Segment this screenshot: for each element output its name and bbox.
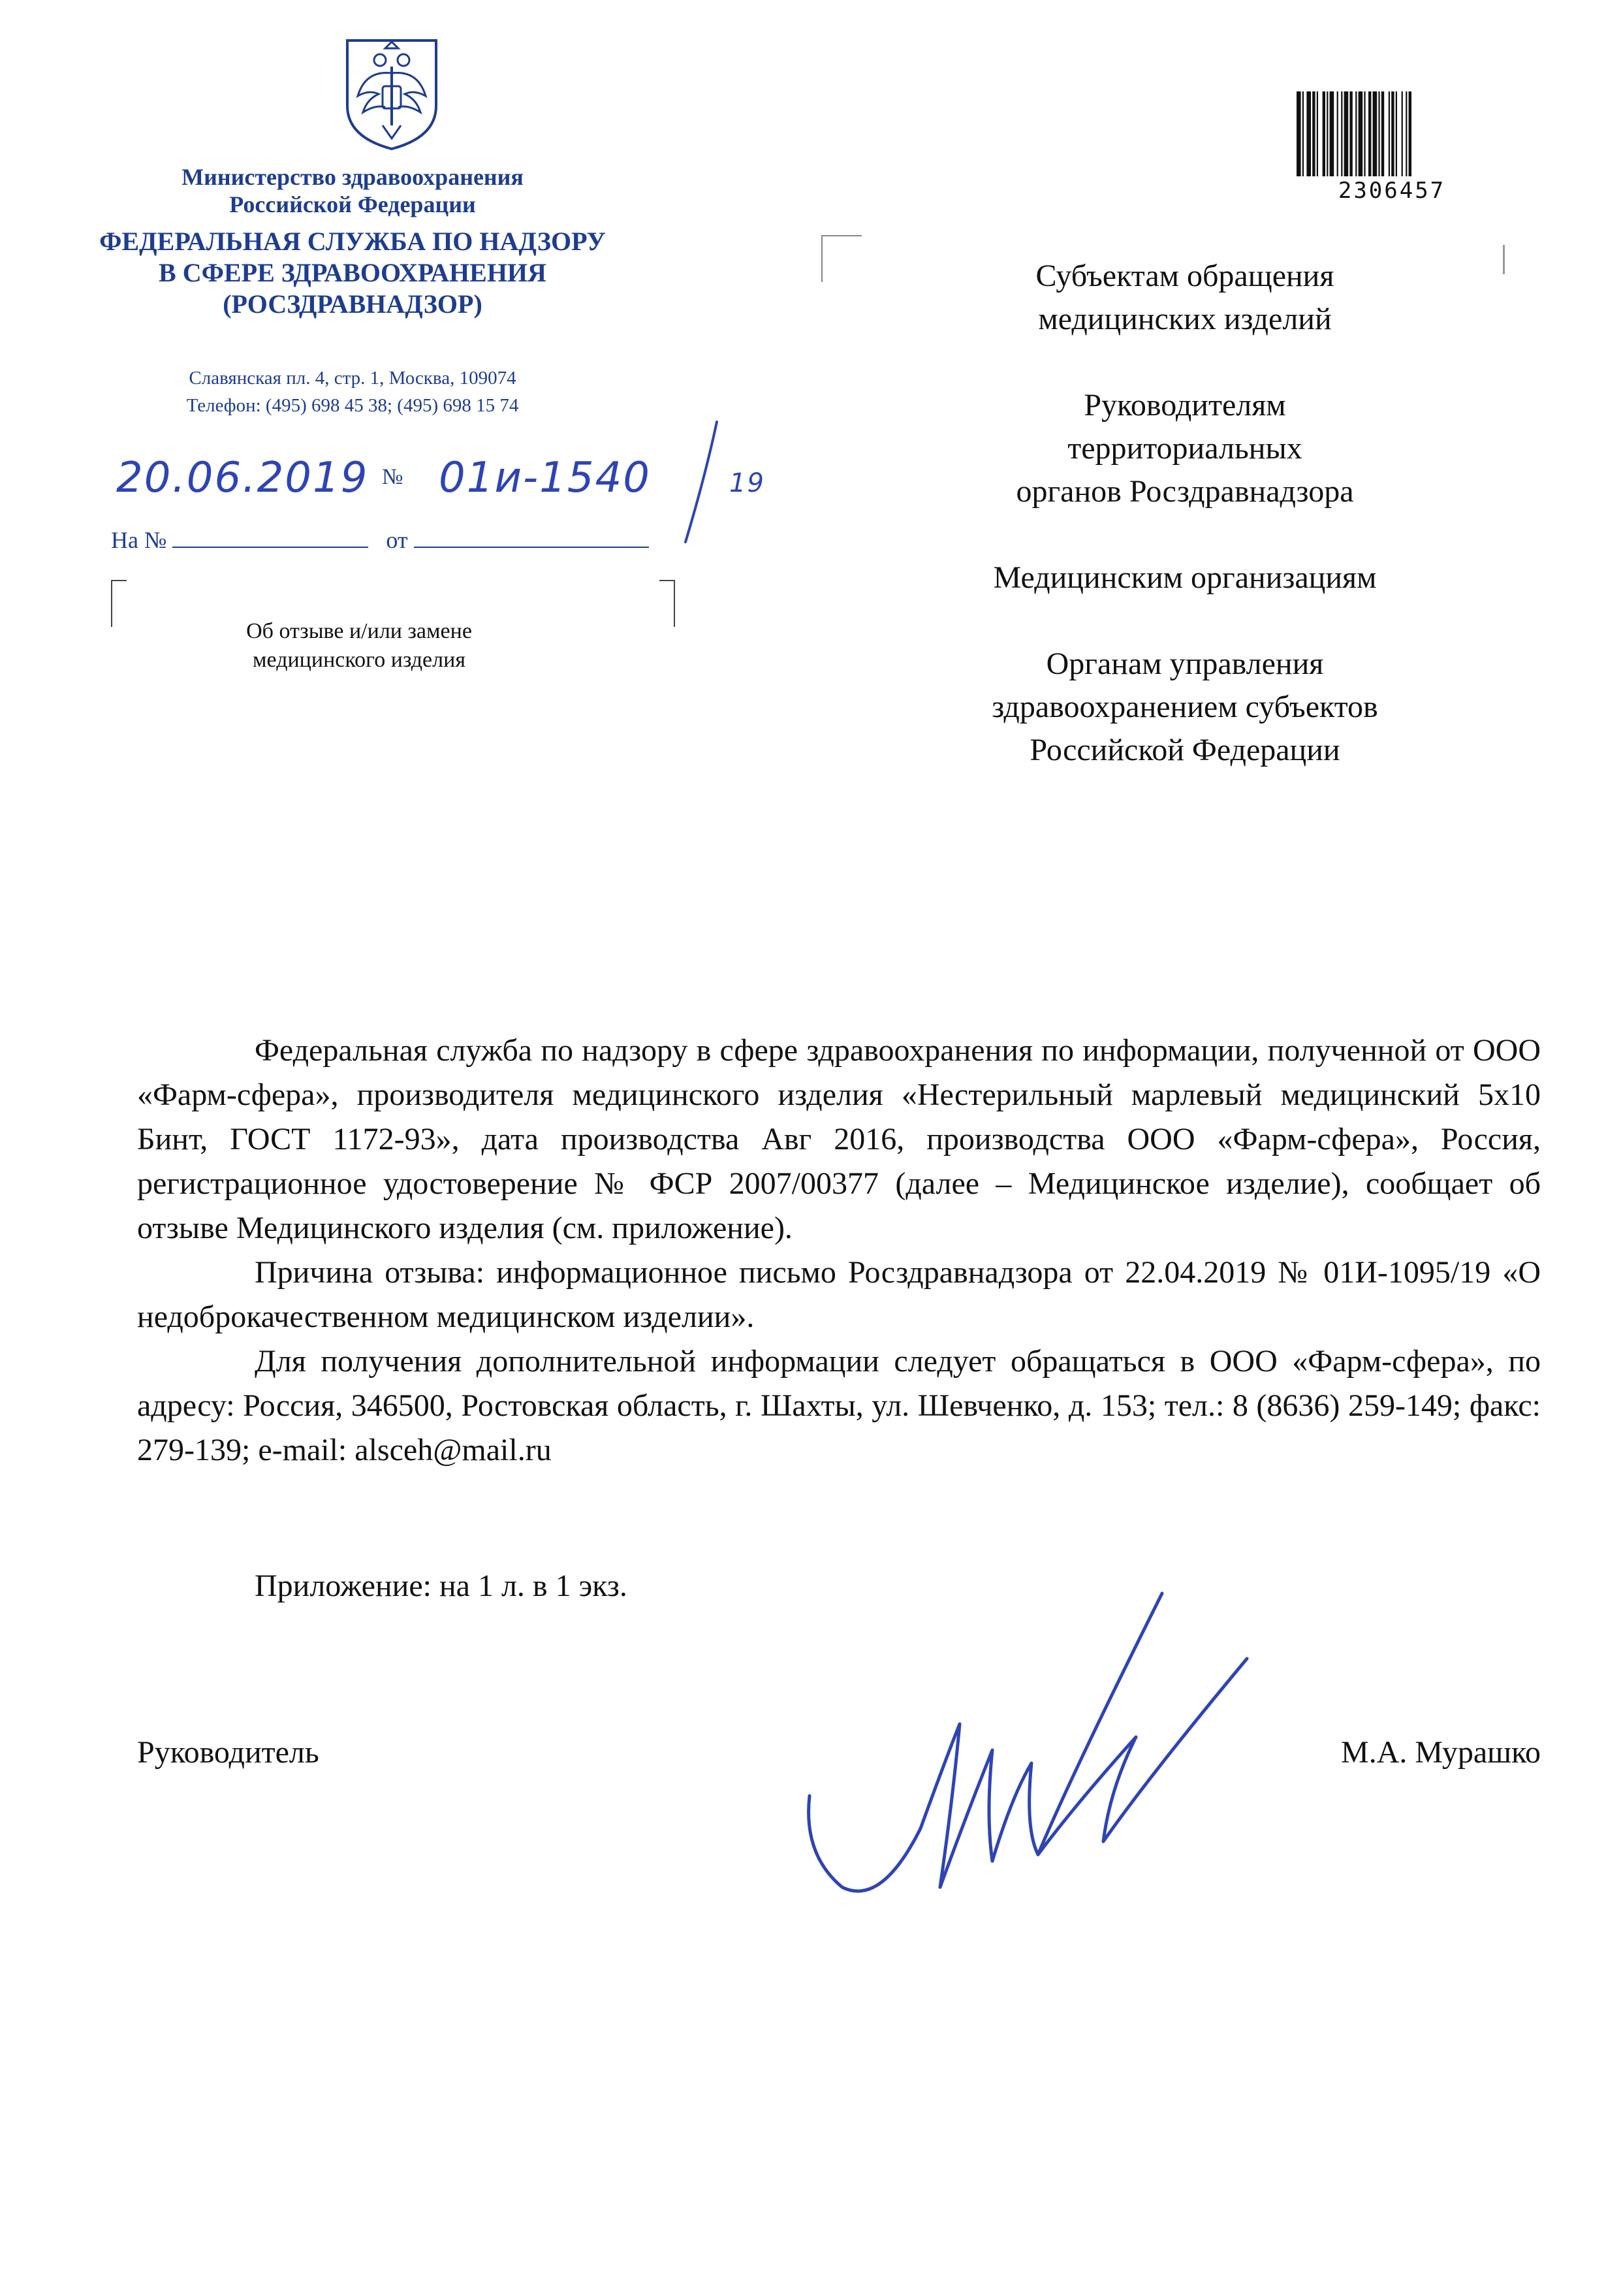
address-line-1: Славянская пл. 4, стр. 1, Москва, 109074 [189,368,516,389]
letter-body [137,1028,1541,1473]
ministry-line-2: Российской Федерации [229,191,476,217]
reference-line [111,526,649,554]
barcode-bar [1327,91,1328,176]
handwritten-slash-icon [679,418,725,549]
addressee-line: Руководителям [1084,388,1286,423]
signer-title: Руководитель [137,1735,319,1770]
letter-subject [163,617,555,675]
barcode-bar [1341,91,1342,176]
barcode-bar [1306,91,1311,176]
addressee-line: Медицинским организациям [993,560,1377,595]
barcode-bar [1378,91,1379,176]
barcode-icon [1294,91,1490,176]
addressee-line: здравоохранением субъектов [992,690,1378,724]
barcode-bar [1402,91,1403,176]
barcode-bar [1344,91,1349,176]
body-paragraph-1: Федеральная служба по надзору в сфере здравоохранения по информации, полученной от ООО «Фарм-сфера», производителя медицинского изделия «Нестерильный марлевый медицинский 5х10 Бинт, ГОСТ 1172-93», дата производства Авг 2016, производства ООО «Фарм-сфера», Россия, регистрационное удостоверение № ФСР 2007/00377 (далее – Медицинское изделие), сообщает об отзыве Медицинского изделия (см. приложение). [137,1033,1541,1245]
barcode-bar [1396,91,1397,176]
barcode-bar [1373,91,1378,176]
barcode-bar [1409,91,1411,176]
addressee-group [885,556,1485,599]
addressee-line: территориальных [1067,431,1302,466]
ref-from: от [386,527,408,553]
barcode-bar [1381,91,1384,176]
body-paragraph-3: Для получения дополнительной информации следует обращаться в ООО «Фарм-сфера», по адресу: Россия, 346500, Ростовская область, г. Шахты, ул. Шевченко, д. 153; тел.: 8 (8636) 259-149; факс: 279-139; e-mail: alsceh@mail.ru [137,1344,1541,1467]
addressee-group [885,255,1485,341]
ministry-line-1: Министерство здравоохранения [181,164,524,190]
subject-bracket-right [659,580,675,627]
addressee-line: Органам управления [1046,646,1324,681]
barcode-bar [1359,91,1363,176]
barcode-bar [1355,91,1357,176]
subject-line-2: медицинского изделия [253,648,465,672]
addressee-line: органов Росздравнадзора [1016,474,1354,509]
barcode-bar [1330,91,1334,176]
ref-prefix: На № [111,527,167,553]
registration-number-main: 01и-1540 [439,454,651,502]
subject-bracket-left [111,580,127,627]
barcode-bar [1302,91,1304,176]
registration-number-suffix: 19 [729,468,765,498]
russian-coat-of-arms-icon [339,34,444,151]
body-paragraph-2: Причина отзыва: информационное письмо Росздравнадзора от 22.04.2019 № 01И-1095/19 «О недоброкачественном медицинском изделии». [137,1255,1541,1334]
addressee-tick [1503,245,1505,274]
addressee-line: Субъектам обращения [1035,259,1334,293]
addressee-line: Российской Федерации [1030,733,1340,767]
barcode-bar [1391,91,1394,176]
barcode-bar [1323,91,1325,176]
signer-name: М.А. Мурашко [1341,1735,1541,1770]
barcode-bar [1406,91,1407,176]
subject-line-1: Об отзыве и/или замене [246,619,472,643]
ref-number-blank [172,527,368,548]
service-line-3: (РОСЗДРАВНАДЗОР) [223,289,482,319]
barcode-bar [1364,91,1365,176]
addressee-group [885,384,1485,513]
registration-date: 20.06.2019 [116,454,369,502]
barcode-bar [1297,91,1301,176]
ministry-name [111,163,594,218]
attachment-note: Приложение: на 1 л. в 1 экз. [255,1569,627,1603]
barcode-bar [1337,91,1338,176]
service-line-1: ФЕДЕРАЛЬНАЯ СЛУЖБА ПО НАДЗОРУ [99,227,606,256]
service-name [98,226,607,320]
address-line-2: Телефон: (495) 698 45 38; (495) 698 15 74 [186,395,519,416]
service-line-2: В СФЕРЕ ЗДРАВООХРАНЕНИЯ [159,258,546,287]
ref-date-blank [414,527,649,548]
handwritten-signature-icon [796,1580,1267,1907]
barcode-bar [1389,91,1390,176]
number-symbol: № [382,465,403,489]
barcode-bar [1312,91,1315,176]
barcode-number: 2306457 [1338,178,1446,204]
addressee-bracket [821,235,862,282]
addressee-block [885,255,1485,815]
barcode-bar [1349,91,1352,176]
addressee-group [885,643,1485,772]
barcode-bar [1368,91,1371,176]
barcode-bar [1317,91,1318,176]
letterhead-address [111,364,594,419]
addressee-line: медицинских изделий [1038,302,1332,336]
